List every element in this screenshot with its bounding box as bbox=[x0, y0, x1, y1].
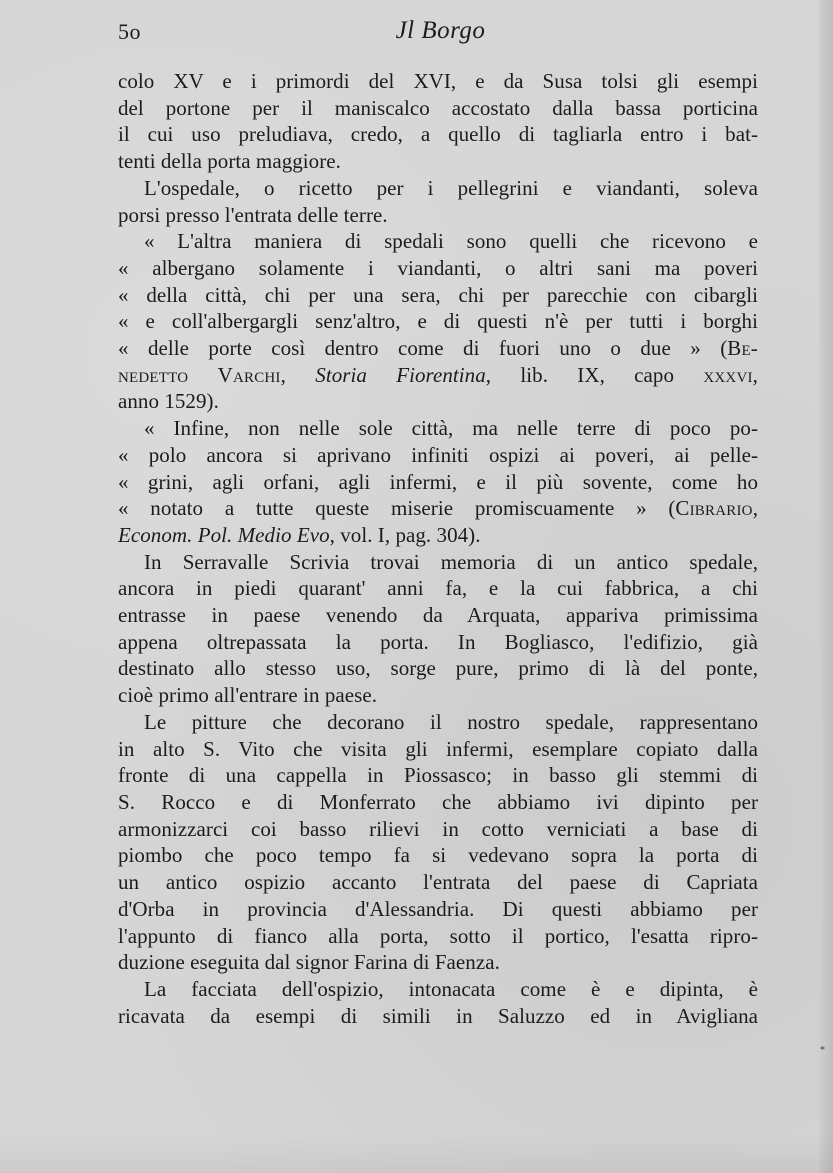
author-name-start: Be- bbox=[727, 336, 758, 361]
quotation-text: « notato a tutte queste miserie promiscuamente » ( bbox=[118, 496, 676, 521]
text-line: fronte di una cappella in Piossasco; in basso gli stemmi di bbox=[118, 763, 758, 788]
page-edge-shadow bbox=[819, 0, 833, 1173]
cited-work-title: Storia Fiorentina bbox=[315, 362, 486, 387]
quotation-text: « delle porte così dentro come di fuori uno o due » ( bbox=[118, 336, 728, 361]
text-line: entrasse in paese venendo da Arquata, appariva primissima bbox=[118, 603, 758, 628]
text-line: S. Rocco e di Monferrato che abbiamo ivi dipinto per bbox=[118, 789, 758, 814]
running-title: Jl Borgo bbox=[395, 17, 486, 44]
paragraph-start-line: La facciata dell'ospizio, intonacata come è e dipinta, è bbox=[144, 976, 758, 1001]
text-line: porsi presso l'entrata delle terre. bbox=[118, 202, 388, 227]
page-header bbox=[118, 17, 763, 51]
quotation-line: « notato a tutte queste miserie promiscuamente » (Cibrario, bbox=[118, 496, 758, 521]
text-line: destinato allo stesso uso, sorge pure, primo di là del ponte, bbox=[118, 656, 758, 681]
quotation-line: « albergano solamente i viandanti, o altri sani ma poveri bbox=[118, 255, 758, 280]
text-line: armonizzarci coi basso rilievi in cotto verniciati a base di bbox=[118, 816, 758, 841]
quotation-line: « grini, agli orfani, agli infermi, e il più sovente, come ho bbox=[118, 469, 758, 494]
text-line: piombo che poco tempo fa si vedevano sopra la porta di bbox=[118, 843, 758, 868]
quotation-line: « polo ancora si aprivano infiniti ospizi ai poveri, ai pelle- bbox=[118, 442, 758, 467]
quotation-line: « della città, chi per una sera, chi per parecchie con cibargli bbox=[118, 282, 758, 307]
paragraph-start-line: Le pitture che decorano il nostro spedale, rappresentano bbox=[144, 709, 758, 734]
citation-line: anno 1529). bbox=[118, 389, 219, 414]
quotation-line: « e coll'albergargli senz'altro, e di questi n'è per tutti i borghi bbox=[118, 309, 758, 334]
text-line: l'appunto di fianco alla porta, sotto il portico, l'esatta ripro- bbox=[118, 923, 758, 948]
text-line: un antico ospizio accanto l'entrata del paese di Capriata bbox=[118, 870, 758, 895]
quotation-line: « L'altra maniera di spedali sono quelli che ricevono e bbox=[144, 229, 758, 254]
text-line: d'Orba in provincia d'Alessandria. Di questi abbiamo per bbox=[118, 896, 758, 921]
paragraph-start-line: In Serravalle Scrivia trovai memoria di un antico spedale, bbox=[144, 549, 758, 574]
citation-line: nedetto Varchi, Storia Fiorentina, lib. IX, capo xxxvi, bbox=[118, 362, 758, 387]
cited-work-title: Econom. Pol. Medio Evo bbox=[118, 522, 330, 547]
author-name-end: nedetto bbox=[118, 362, 189, 387]
quotation-line: « Infine, non nelle sole città, ma nelle terre di poco po- bbox=[144, 416, 758, 441]
text-line: del portone per il maniscalco accostato dalla bassa porticina bbox=[118, 95, 758, 120]
text-line: tenti della porta maggiore. bbox=[118, 149, 341, 174]
citation-line: Econom. Pol. Medio Evo, vol. I, pag. 304). bbox=[118, 522, 481, 547]
text-line: duzione eseguita dal signor Farina di Faenza. bbox=[118, 950, 500, 975]
text-line: ancora in piedi quarant' anni fa, e la cui fabbrica, a chi bbox=[118, 576, 758, 601]
page-number: 5o bbox=[118, 19, 141, 44]
cited-author: Cibrario bbox=[675, 496, 753, 521]
text-line: il cui uso preludiava, credo, a quello di tagliarla entro i bat- bbox=[118, 122, 758, 147]
author-surname: Varchi bbox=[217, 362, 281, 387]
text-line: ricavata da esempi di simili in Saluzzo ed in Avigliana bbox=[118, 1003, 758, 1028]
text-line: in alto S. Vito che visita gli infermi, esemplare copiato dalla bbox=[118, 736, 758, 761]
quotation-line bbox=[118, 335, 758, 362]
text-line: colo XV e i primordi del XVI, e da Susa tolsi gli esempi bbox=[118, 69, 758, 93]
text-line: cioè primo all'entrare in paese. bbox=[118, 683, 378, 708]
margin-mark: * bbox=[820, 1045, 825, 1056]
chapter-numeral: xxxvi bbox=[703, 362, 753, 387]
body-text bbox=[118, 68, 758, 1029]
page-bottom-shade bbox=[0, 1135, 833, 1173]
paragraph-start-line: L'ospedale, o ricetto per i pellegrini e viandanti, soleva bbox=[144, 175, 758, 200]
text-line: appena oltrepassata la porta. In Bogliasco, l'edifizio, già bbox=[118, 629, 758, 654]
